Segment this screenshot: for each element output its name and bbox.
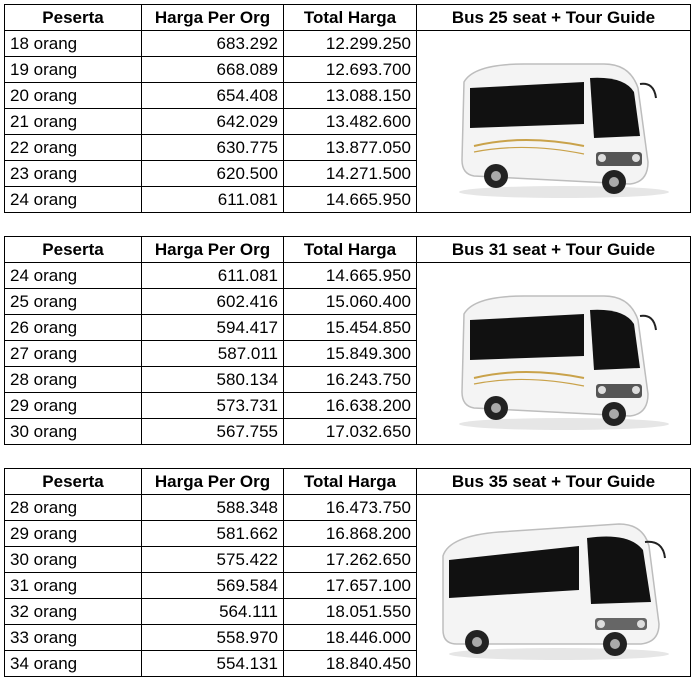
harga-cell: 569.584	[142, 573, 284, 599]
harga-cell: 573.731	[142, 393, 284, 419]
harga-cell: 594.417	[142, 315, 284, 341]
peserta-cell: 28 orang	[5, 495, 142, 521]
harga-cell: 587.011	[142, 341, 284, 367]
total-cell: 17.657.100	[284, 573, 417, 599]
bus-image-cell	[417, 31, 691, 213]
total-cell: 18.446.000	[284, 625, 417, 651]
price-table-block-1	[4, 4, 690, 213]
header-row	[5, 5, 691, 31]
peserta-cell: 31 orang	[5, 573, 142, 599]
total-cell: 18.840.450	[284, 651, 417, 677]
header-total-harga: Total Harga	[284, 237, 417, 263]
harga-cell: 567.755	[142, 419, 284, 445]
peserta-cell: 29 orang	[5, 393, 142, 419]
harga-cell: 581.662	[142, 521, 284, 547]
harga-cell: 642.029	[142, 109, 284, 135]
table-row	[5, 495, 691, 521]
price-table-bus-35	[4, 468, 691, 677]
bus-label: Bus 35 seat + Tour Guide	[417, 469, 691, 495]
harga-cell: 620.500	[142, 161, 284, 187]
total-cell: 18.051.550	[284, 599, 417, 625]
total-cell: 16.473.750	[284, 495, 417, 521]
total-cell: 15.454.850	[284, 315, 417, 341]
bus-label: Bus 25 seat + Tour Guide	[417, 5, 691, 31]
total-cell: 12.299.250	[284, 31, 417, 57]
small-white-bus-image	[434, 42, 674, 202]
large-white-coach-image	[429, 506, 679, 666]
harga-cell: 588.348	[142, 495, 284, 521]
header-peserta: Peserta	[5, 237, 142, 263]
harga-cell: 564.111	[142, 599, 284, 625]
peserta-cell: 27 orang	[5, 341, 142, 367]
total-cell: 17.032.650	[284, 419, 417, 445]
harga-cell: 630.775	[142, 135, 284, 161]
total-cell: 12.693.700	[284, 57, 417, 83]
price-table-bus-31	[4, 236, 691, 445]
peserta-cell: 34 orang	[5, 651, 142, 677]
table-row	[5, 263, 691, 289]
price-table-block-2	[4, 236, 690, 445]
table-row	[5, 31, 691, 57]
bus-label: Bus 31 seat + Tour Guide	[417, 237, 691, 263]
peserta-cell: 18 orang	[5, 31, 142, 57]
harga-cell: 602.416	[142, 289, 284, 315]
total-cell: 17.262.650	[284, 547, 417, 573]
harga-cell: 558.970	[142, 625, 284, 651]
header-harga-per-org: Harga Per Org	[142, 237, 284, 263]
total-cell: 15.060.400	[284, 289, 417, 315]
total-cell: 14.271.500	[284, 161, 417, 187]
harga-cell: 683.292	[142, 31, 284, 57]
harga-cell: 554.131	[142, 651, 284, 677]
peserta-cell: 32 orang	[5, 599, 142, 625]
peserta-cell: 20 orang	[5, 83, 142, 109]
peserta-cell: 30 orang	[5, 547, 142, 573]
total-cell: 16.868.200	[284, 521, 417, 547]
harga-cell: 654.408	[142, 83, 284, 109]
header-row	[5, 237, 691, 263]
peserta-cell: 24 orang	[5, 263, 142, 289]
header-harga-per-org: Harga Per Org	[142, 5, 284, 31]
peserta-cell: 28 orang	[5, 367, 142, 393]
peserta-cell: 29 orang	[5, 521, 142, 547]
peserta-cell: 23 orang	[5, 161, 142, 187]
harga-cell: 611.081	[142, 263, 284, 289]
total-cell: 14.665.950	[284, 263, 417, 289]
harga-cell: 668.089	[142, 57, 284, 83]
total-cell: 16.638.200	[284, 393, 417, 419]
peserta-cell: 25 orang	[5, 289, 142, 315]
header-total-harga: Total Harga	[284, 469, 417, 495]
bus-image-cell	[417, 263, 691, 445]
peserta-cell: 22 orang	[5, 135, 142, 161]
peserta-cell: 33 orang	[5, 625, 142, 651]
total-cell: 16.243.750	[284, 367, 417, 393]
price-table-bus-25	[4, 4, 691, 213]
header-harga-per-org: Harga Per Org	[142, 469, 284, 495]
peserta-cell: 24 orang	[5, 187, 142, 213]
harga-cell: 611.081	[142, 187, 284, 213]
harga-cell: 580.134	[142, 367, 284, 393]
total-cell: 14.665.950	[284, 187, 417, 213]
header-peserta: Peserta	[5, 5, 142, 31]
price-table-block-3	[4, 468, 690, 677]
header-peserta: Peserta	[5, 469, 142, 495]
peserta-cell: 30 orang	[5, 419, 142, 445]
harga-cell: 575.422	[142, 547, 284, 573]
peserta-cell: 19 orang	[5, 57, 142, 83]
total-cell: 13.482.600	[284, 109, 417, 135]
total-cell: 13.877.050	[284, 135, 417, 161]
header-total-harga: Total Harga	[284, 5, 417, 31]
small-white-bus-image	[434, 274, 674, 434]
total-cell: 15.849.300	[284, 341, 417, 367]
bus-image-cell	[417, 495, 691, 677]
header-row	[5, 469, 691, 495]
peserta-cell: 21 orang	[5, 109, 142, 135]
total-cell: 13.088.150	[284, 83, 417, 109]
peserta-cell: 26 orang	[5, 315, 142, 341]
